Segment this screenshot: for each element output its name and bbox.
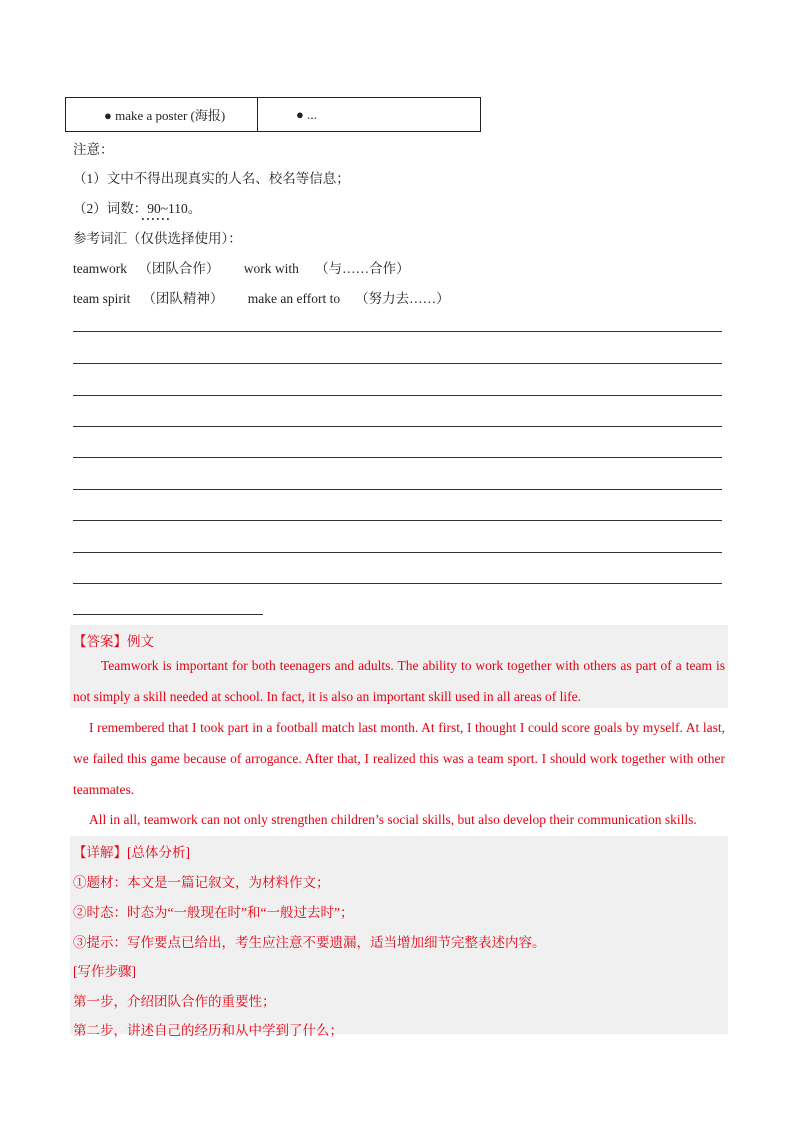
step-2: 第二步，讲述自己的经历和从中学到了什么；	[73, 1023, 343, 1038]
writing-line	[73, 426, 722, 427]
vocab-row-1: teamwork （团队合作） work with （与……合作）	[73, 261, 410, 276]
writing-line-short	[73, 614, 263, 615]
table-cell-more: ● ...	[296, 106, 317, 122]
writing-line	[73, 363, 722, 364]
writing-line	[73, 457, 722, 458]
answer-paragraph-1: Teamwork is important for both teenagers and adults. The ability to work together with others as part of a team is not simply a skill needed at school. In fact, it is also an important skill used in all areas of life.	[73, 658, 725, 704]
answer-label: 【答案】例文	[73, 634, 154, 649]
analysis-point-3: ③提示：写作要点已给出，考生应注意不要遗漏，适当增加细节完整表述内容。	[73, 935, 546, 950]
writing-line	[73, 583, 722, 584]
prompt-table	[65, 97, 481, 132]
emphasized-text: •••••• 仅供选择使用	[141, 227, 222, 247]
steps-label: [写作步骤]	[73, 964, 136, 979]
writing-line	[73, 331, 722, 332]
note-item-1: （1）文中不得出现真实的人名、校名等信息；	[73, 171, 350, 186]
vocab-heading: 参考词汇（•••••• 仅供选择使用）：	[73, 227, 242, 247]
writing-line	[73, 395, 722, 396]
vocab-row-2: team spirit （团队精神） make an effort to （努力去……）	[73, 291, 450, 306]
analysis-point-2: ②时态：时态为“一般现在时”和“一般过去时”；	[73, 905, 354, 920]
notes-heading: 注意：	[73, 142, 114, 157]
answer-paragraph-3: All in all, teamwork can not only strengthen children’s social skills, but also develop their communication skills.	[89, 812, 697, 827]
step-1: 第一步，介绍团队合作的重要性；	[73, 994, 276, 1009]
analysis-label: 【详解】[总体分析]	[73, 845, 190, 860]
table-cell-poster: ● make a poster (海报)	[66, 98, 258, 131]
writing-line	[73, 520, 722, 521]
note-item-2: （2）词数：90~110。	[73, 201, 202, 216]
writing-line	[73, 489, 722, 490]
analysis-point-1: ①题材：本文是一篇记叙文，为材料作文；	[73, 875, 330, 890]
answer-paragraph-2: I remembered that I took part in a football match last month. At first, I thought I could score goals by myself. At last, we failed this game because of arrogance. After that, I realized this was a team sport. I should work together with other teammates.	[73, 720, 725, 797]
writing-line	[73, 552, 722, 553]
